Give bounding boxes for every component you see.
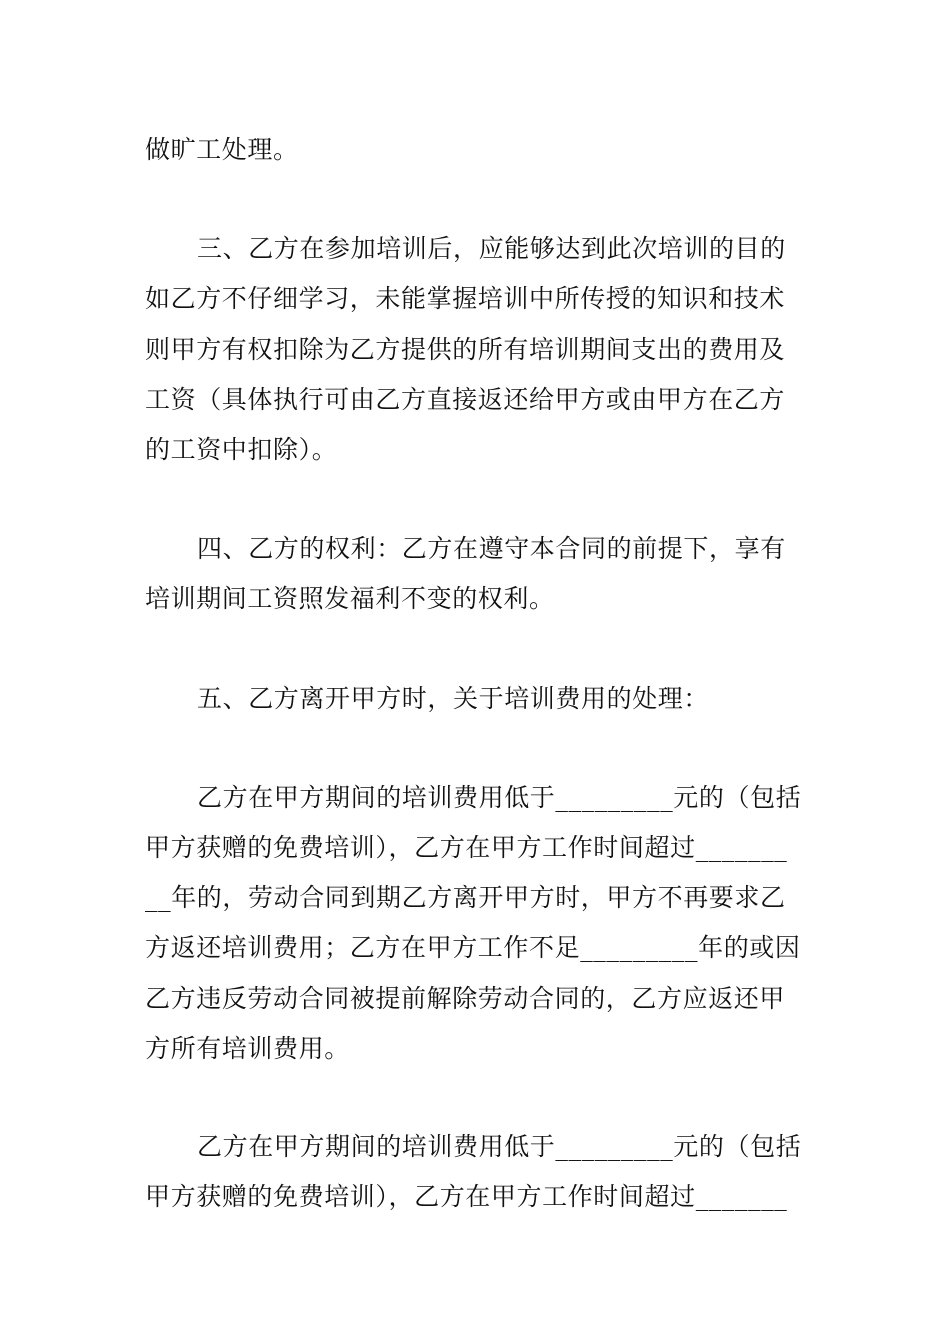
text-line: 则甲方有权扣除为乙方提供的所有培训期间支出的费用及: [145, 335, 786, 364]
text-line: 做旷工处理。: [145, 135, 299, 164]
text-line: 培训期间工资照发福利不变的权利。: [145, 584, 555, 613]
text-line: 方所有培训费用。: [145, 1034, 350, 1063]
clause-4-heading-line: 四、乙方的权利：乙方在遵守本合同的前提下，享有: [197, 534, 786, 563]
text-line: 工资（具体执行可由乙方直接返还给甲方或由甲方在乙方: [145, 385, 786, 414]
text-line: 的工资中扣除）。: [145, 435, 338, 464]
text-line: 甲方获赠的免费培训），乙方在甲方工作时间超过_______: [145, 1182, 788, 1211]
paragraph-first-line: 乙方在甲方期间的培训费用低于_________元的（包括: [197, 1132, 802, 1161]
clause-5-heading-line: 五、乙方离开甲方时，关于培训费用的处理：: [197, 684, 710, 713]
text-line: __年的，劳动合同到期乙方离开甲方时，甲方不再要求乙: [145, 883, 786, 912]
text-line: 方返还培训费用；乙方在甲方工作不足_________年的或因: [145, 933, 801, 962]
text-line: 如乙方不仔细学习，未能掌握培训中所传授的知识和技术: [145, 284, 786, 313]
paragraph-first-line: 乙方在甲方期间的培训费用低于_________元的（包括: [197, 783, 802, 812]
text-line: 甲方获赠的免费培训），乙方在甲方工作时间超过_______: [145, 833, 788, 862]
clause-3-heading-line: 三、乙方在参加培训后，应能够达到此次培训的目的: [197, 234, 786, 263]
text-line: 乙方违反劳动合同被提前解除劳动合同的，乙方应返还甲: [145, 984, 786, 1013]
